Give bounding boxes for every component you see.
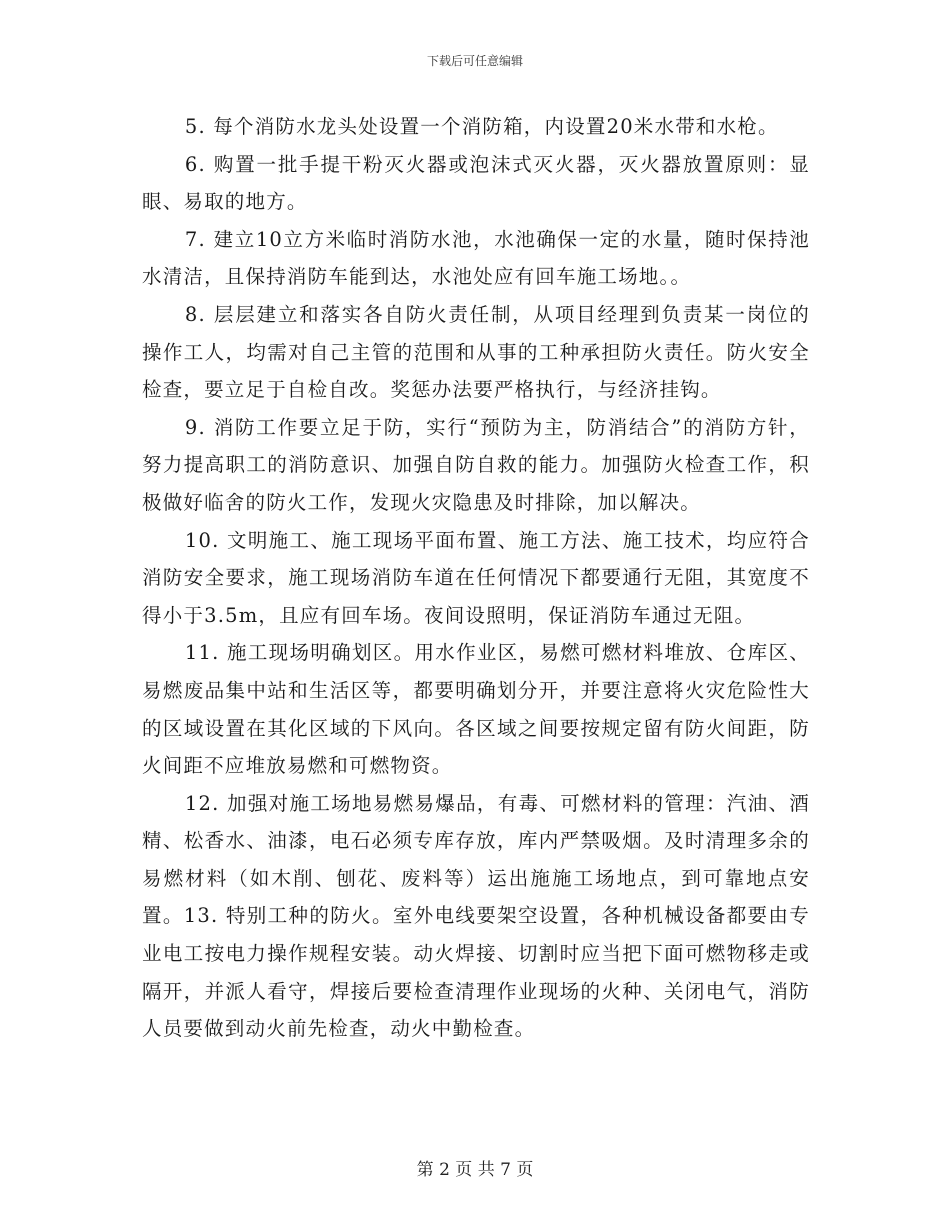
paragraph-item-12: 12. 加强对施工场地易燃易爆品，有毒、可燃材料的管理：汽油、酒精、松香水、油漆，电石必须专库存放，库内严禁吸烟。及时清理多余的易燃材料（如木削、刨花、废料等）运出施施工场地点，到可靠地点安置。13. 特别工种的防火。室外电线要架空设置，各种机械设备都要由专业电工按电力操作规程安装。动火焊接、切割时应当把下面可燃物移走或隔开，并派人看守，焊接后要检查清理作业现场的火种、关闭电气，消防人员要做到动火前先检查，动火中勤检查。 [142, 791, 810, 1041]
paragraph-item-11: 11. 施工现场明确划区。用水作业区，易燃可燃材料堆放、仓库区、易燃废品集中站和生活区等，都要明确划分开，并要注意将火灾危险性大的区域设置在其化区域的下风向。各区域之间要按规定留有防火间距，防火间距不应堆放易燃和可燃物资。 [142, 641, 810, 778]
paragraph-item-9: 9. 消防工作要立足于防，实行“预防为主，防消结合”的消防方针，努力提高职工的消防意识、加强自防自救的能力。加强防火检查工作，积极做好临舍的防火工作，发现火灾隐患及时排除，加以解决。 [142, 415, 810, 514]
document-body [142, 108, 810, 1048]
paragraph-item-6: 6. 购置一批手提干粉灭火器或泡沫式灭火器，灭火器放置原则：显眼、易取的地方。 [142, 152, 810, 214]
paragraph-item-8: 8. 层层建立和落实各自防火责任制，从项目经理到负责某一岗位的操作工人，均需对自己主管的范围和从事的工种承担防火责任。防火安全检查，要立足于自检自改。奖惩办法要严格执行，与经济挂钩。 [142, 302, 810, 402]
paragraph-item-5: 5. 每个消防水龙头处设置一个消防箱，内设置20米水带和水枪。 [184, 115, 779, 138]
page-header: 下载后可任意编辑 [426, 54, 523, 68]
paragraph-item-7: 7. 建立10立方米临时消防水池，水池确保一定的水量，随时保持池水清洁，且保持消防车能到达，水池处应有回车施工场地。。 [142, 227, 810, 289]
page-footer: 第 2 页 共 7 页 [416, 1160, 534, 1180]
paragraph-item-10: 10. 文明施工、施工现场平面布置、施工方法、施工技术，均应符合消防安全要求，施工现场消防车道在任何情况下都要通行无阻，其宽度不得小于3.5m，且应有回车场。夜间设照明，保证消防车通过无阻。 [142, 528, 810, 627]
